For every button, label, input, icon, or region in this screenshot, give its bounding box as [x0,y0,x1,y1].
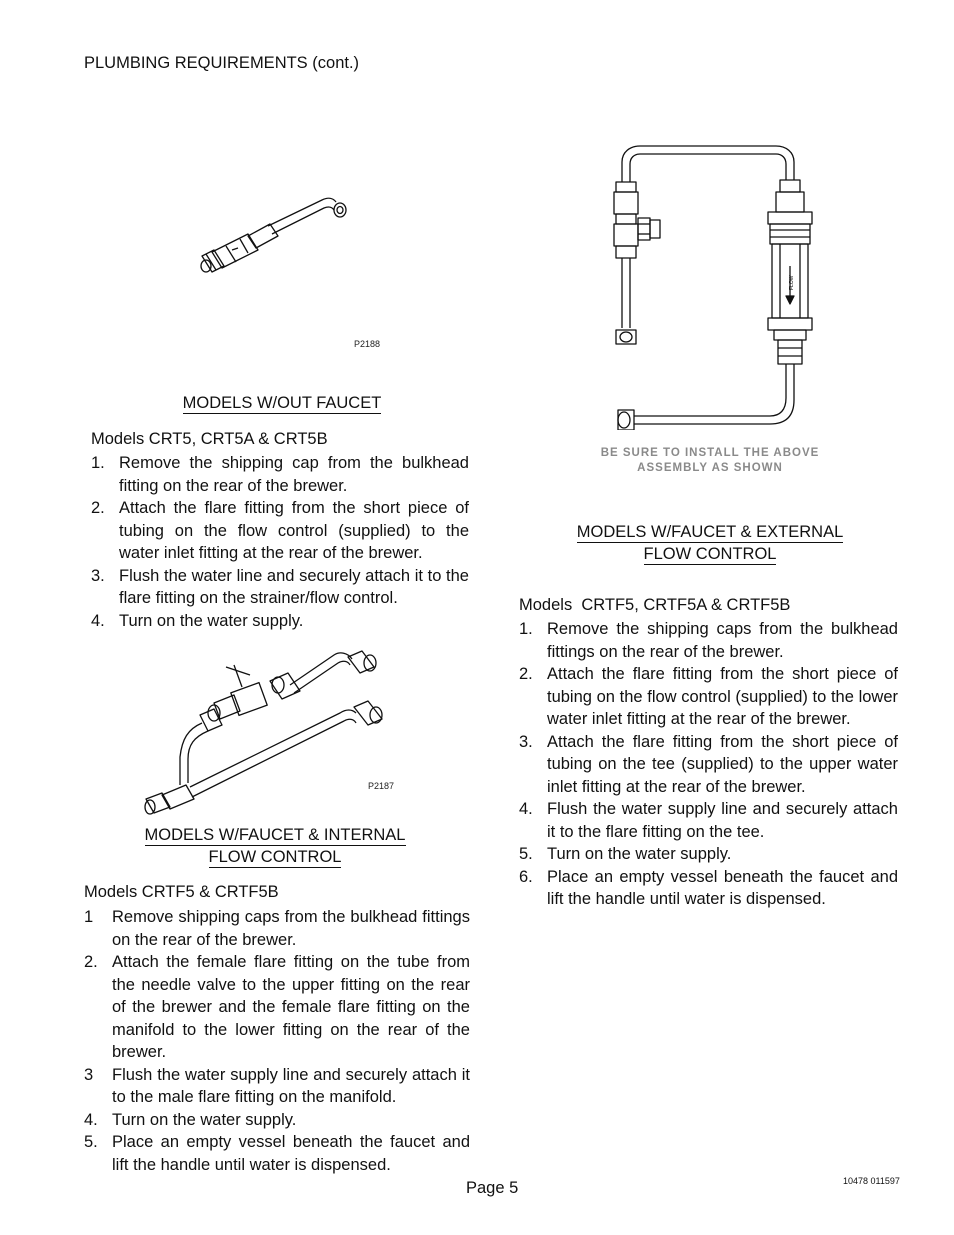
list-item: 4. Turn on the water supply. [84,1110,297,1129]
list-item: 4. Turn on the water supply. [91,611,304,630]
models-line-crtf5: Models CRTF5 & CRTF5B [84,883,279,901]
flow-control-illustration [190,190,360,290]
section-title-internal-line2: FLOW CONTROL [208,848,342,866]
steps-list-no-faucet [91,452,469,632]
list-item: 3 Flush the water supply line and securely attach it to the male flare fitting on the manifold. [84,1065,470,1106]
list-item: 2. Attach the flare fitting from the short piece of tubing on the flow control (supplied) to the water inlet fitting at the rear of the brewer. [91,499,469,562]
list-item: 2. Attach the female flare fitting on the tube from the needle valve to the upper fitting on the rear of the brewer and the female flare fitting on the manifold to the lower fitting on the rear of the brewer. [84,953,470,1061]
list-item: 1. Remove the shipping cap from the bulkhead fitting on the rear of the brewer. [91,454,469,495]
caution-line-1: BE SURE TO INSTALL THE ABOVE [600,447,820,459]
section-title-external-line2: FLOW CONTROL [643,545,777,563]
list-item: 6. Place an empty vessel beneath the faucet and lift the handle until water is dispensed. [519,867,898,908]
page-header: PLUMBING REQUIREMENTS (cont.) [84,54,360,72]
needle-valve-manifold-illustration [130,645,390,825]
flow-direction-label: FLOW [789,275,795,290]
installation-caution-note [580,446,840,476]
section-title-internal [130,824,420,868]
models-line-crt5: Models CRT5, CRT5A & CRT5B [91,430,328,448]
document-code: 10478 011597 [843,1176,900,1186]
list-item: 3. Flush the water line and securely attach it to the flare fitting on the strainer/flow control. [91,566,469,607]
section-title-external [560,521,860,565]
section-title-internal-line1: MODELS W/FAUCET & INTERNAL [144,826,406,844]
section-title-external-line1: MODELS W/FAUCET & EXTERNAL [576,523,844,541]
caution-line-2: ASSEMBLY AS SHOWN [637,462,783,474]
page-number: Page 5 [466,1179,519,1197]
figure-code-p2188: P2188 [354,339,381,349]
external-flow-control-assembly-illustration [600,140,830,430]
list-item: 1 Remove shipping caps from the bulkhead fittings on the rear of the brewer. [84,908,470,949]
steps-list-internal [84,906,470,1176]
steps-list-external [519,618,898,911]
list-item: 5. Place an empty vessel beneath the faucet and lift the handle until water is dispensed. [84,1133,470,1174]
models-line-crtf5-external: Models CRTF5, CRTF5A & CRTF5B [519,596,791,614]
figure-code-p2187: P2187 [368,781,395,791]
list-item: 2. Attach the flare fitting from the short piece of tubing on the flow control (supplied) to the lower water inlet fitting at the rear of the brewer. [519,665,898,728]
list-item: 1. Remove the shipping caps from the bulkhead fittings on the rear of the brewer. [519,620,898,661]
section-title-no-faucet [150,392,414,414]
list-item: 4. Flush the water supply line and securely attach it to the flare fitting on the tee. [519,800,898,841]
list-item: 5. Turn on the water supply. [519,845,732,863]
list-item: 3. Attach the flare fitting from the short piece of tubing on the tee (supplied) to the upper water inlet fitting at the rear of the brewer. [519,732,898,796]
section-title-no-faucet-text: MODELS W/OUT FAUCET [182,394,382,412]
